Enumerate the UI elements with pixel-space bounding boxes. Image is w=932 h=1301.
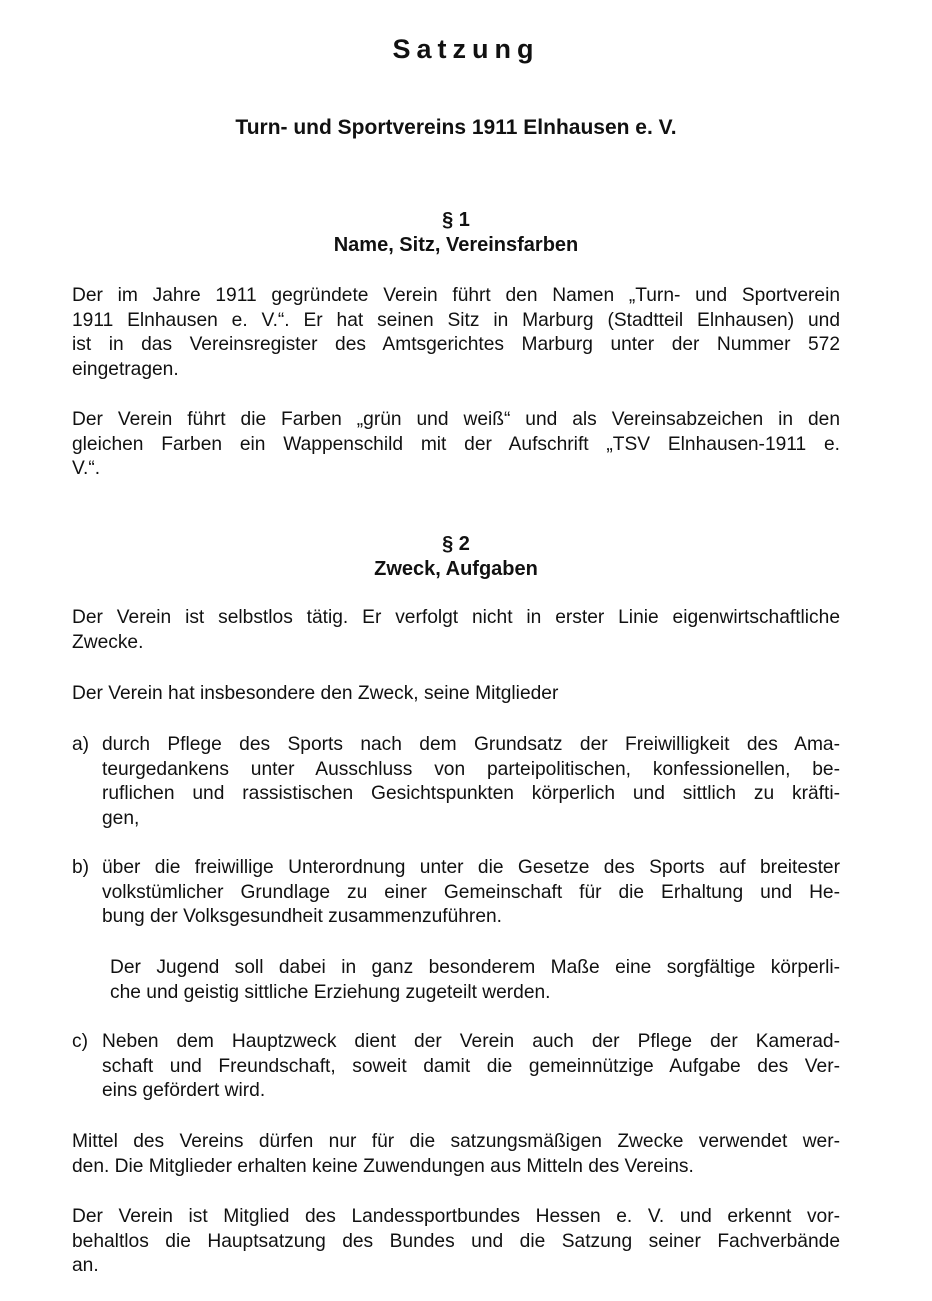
list-marker-c: c)	[72, 1031, 88, 1052]
section-1-heading: Name, Sitz, Vereinsfarben	[333, 234, 579, 256]
section-2-paragraph-4	[72, 1205, 840, 1279]
text-line: Mittel des Vereins dürfen nur für die satzungsmäßigen Zwecke verwendet wer-	[72, 1131, 840, 1152]
section-2-paragraph-3	[72, 1130, 840, 1179]
text-line: teurgedankens unter Ausschluss von parteipolitischen, konfessionellen, be-	[102, 758, 840, 780]
list-item-b	[102, 856, 840, 930]
document-subtitle: Turn- und Sportvereins 1911 Elnhausen e. V.	[235, 116, 677, 139]
text-line: durch Pflege des Sports nach dem Grundsatz der Freiwilligkeit des Ama-	[102, 734, 840, 755]
text-line: eingetragen.	[72, 358, 179, 380]
section-1-number: § 1	[442, 209, 470, 231]
section-2-paragraph-2	[72, 682, 840, 707]
list-marker-b: b)	[72, 857, 90, 878]
text-line: ruflichen und rassistischen Gesichtspunkten körperlich und sittlich zu kräfti-	[102, 783, 840, 804]
text-line: gleichen Farben ein Wappenschild mit der Aufschrift „TSV Elnhausen-1911 e.	[72, 433, 840, 455]
list-marker-a: a)	[72, 734, 90, 755]
text-line: Der im Jahre 1911 gegründete Verein führt den Namen „Turn- und Sportverein	[72, 285, 840, 306]
list-item-c	[102, 1030, 840, 1104]
text-line: che und geistig sittliche Erziehung zugeteilt werden.	[110, 981, 551, 1003]
section-2-number: § 2	[442, 533, 470, 555]
text-line: Der Verein hat insbesondere den Zweck, seine Mitglieder	[72, 683, 559, 704]
text-line: Neben dem Hauptzweck dient der Verein auch der Pflege der Kamerad-	[102, 1031, 840, 1052]
list-item-a	[102, 733, 840, 831]
text-line: Der Verein ist selbstlos tätig. Er verfolgt nicht in erster Linie eigenwirtschaftliche	[72, 607, 840, 628]
text-line: den. Die Mitglieder erhalten keine Zuwendungen aus Mitteln des Vereins.	[72, 1155, 694, 1177]
text-line: über die freiwillige Unterordnung unter die Gesetze des Sports auf breitester	[102, 857, 840, 878]
section-2-paragraph-1	[72, 606, 840, 655]
text-line: Der Verein ist Mitglied des Landessportbundes Hessen e. V. und erkennt vor-	[72, 1206, 840, 1227]
text-line: schaft und Freundschaft, soweit damit die gemeinnützige Aufgabe des Ver-	[102, 1055, 840, 1077]
text-line: eins gefördert wird.	[102, 1080, 266, 1101]
text-line: behaltlos die Hauptsatzung des Bundes und die Satzung seiner Fachverbände	[72, 1230, 840, 1252]
text-line: V.“.	[72, 458, 101, 479]
list-item-b-note	[110, 956, 840, 1005]
text-line: Zwecke.	[72, 631, 144, 653]
document-title: Satzung	[392, 34, 540, 64]
text-line: an.	[72, 1255, 99, 1276]
section-1-paragraph-1	[72, 284, 840, 382]
text-line: bung der Volksgesundheit zusammenzuführen.	[102, 906, 502, 927]
text-line: ist in das Vereinsregister des Amtsgerichtes Marburg unter der Nummer 572	[72, 334, 840, 355]
text-line: 1911 Elnhausen e. V.“. Er hat seinen Sitz in Marburg (Stadtteil Elnhausen) und	[72, 309, 840, 331]
text-line: gen,	[102, 807, 140, 829]
section-1-paragraph-2	[72, 408, 840, 482]
text-line: Der Verein führt die Farben „grün und weiß“ und als Vereinsabzeichen in den	[72, 409, 840, 430]
text-line: volkstümlicher Grundlage zu einer Gemeinschaft für die Erhaltung und He-	[102, 881, 840, 903]
text-line: Der Jugend soll dabei in ganz besonderem Maße eine sorgfältige körperli-	[110, 957, 840, 978]
section-2-heading: Zweck, Aufgaben	[374, 558, 538, 580]
